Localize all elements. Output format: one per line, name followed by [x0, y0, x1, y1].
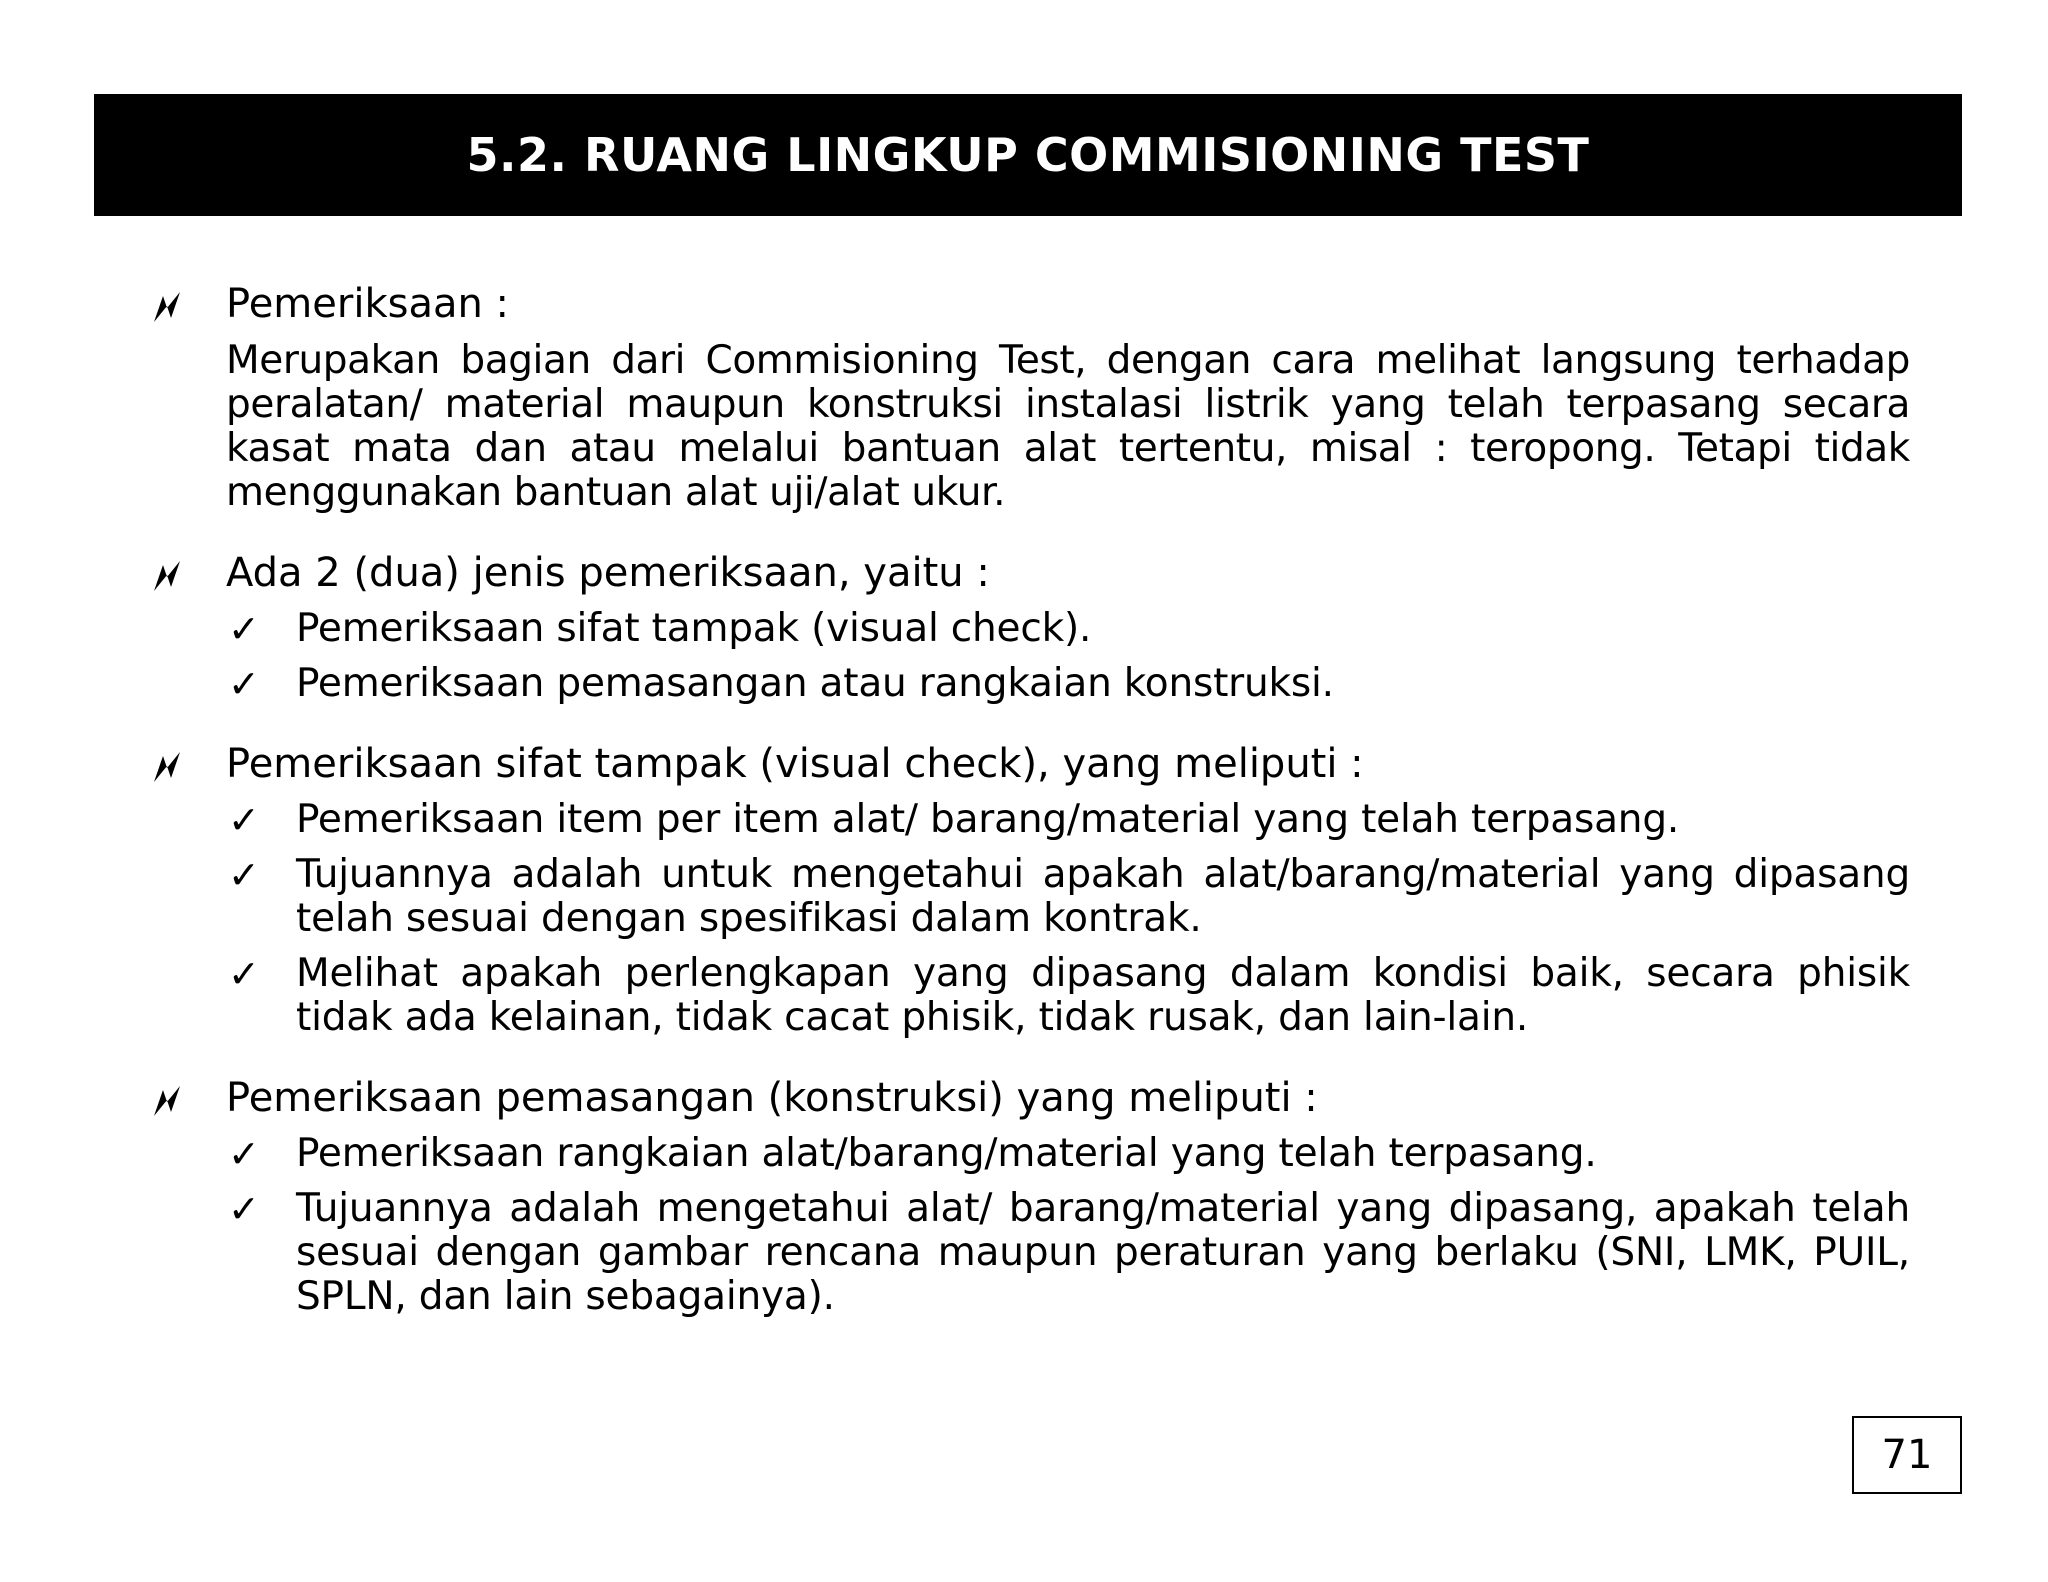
section-heading: Pemeriksaan : [226, 281, 510, 327]
checkmark-icon: ✓ [228, 853, 260, 897]
list-item [226, 607, 1910, 651]
section-heading: Ada 2 (dua) jenis pemeriksaan, yaitu : [226, 550, 990, 596]
lightning-bolt-icon [150, 290, 184, 324]
section-heading: Pemeriksaan pemasangan (konstruksi) yang meliputi : [226, 1075, 1318, 1121]
lightning-bolt-icon [150, 1084, 184, 1118]
list-item-text: Pemeriksaan sifat tampak (visual check). [296, 606, 1092, 651]
list-item [226, 1132, 1910, 1176]
section-visual-check [150, 742, 1910, 1040]
checkmark-icon: ✓ [228, 607, 260, 651]
check-list [226, 607, 1910, 706]
checkmark-icon: ✓ [228, 952, 260, 996]
title-bar [94, 94, 1962, 216]
list-item-text: Pemeriksaan pemasangan atau rangkaian konstruksi. [296, 661, 1334, 706]
section-konstruksi [150, 1076, 1910, 1319]
list-item-text: Pemeriksaan item per item alat/ barang/material yang telah terpasang. [296, 797, 1680, 842]
page-number: 71 [1852, 1416, 1962, 1494]
check-list [226, 798, 1910, 1040]
check-list [226, 1132, 1910, 1319]
checkmark-icon: ✓ [228, 1187, 260, 1231]
list-item [226, 853, 1910, 941]
list-item-text: Pemeriksaan rangkaian alat/barang/material yang telah terpasang. [296, 1131, 1597, 1176]
list-item-text: Melihat apakah perlengkapan yang dipasang dalam kondisi baik, secara phisik tidak ada kelainan, tidak cacat phisik, tidak rusak, dan lain-lain. [296, 951, 1910, 1040]
list-item-text: Tujuannya adalah mengetahui alat/ barang/material yang dipasang, apakah telah sesuai dengan gambar rencana maupun peraturan yang berlaku (SNI, LMK, PUIL, SPLN, dan lain sebagainya). [296, 1186, 1910, 1319]
checkmark-icon: ✓ [228, 662, 260, 706]
section-heading: Pemeriksaan sifat tampak (visual check), yang meliputi : [226, 741, 1364, 787]
page-title: 5.2. RUANG LINGKUP COMMISIONING TEST [466, 128, 1590, 182]
list-item [226, 662, 1910, 706]
checkmark-icon: ✓ [228, 1132, 260, 1176]
section-jenis-pemeriksaan [150, 551, 1910, 706]
lightning-bolt-icon [150, 750, 184, 784]
list-item-text: Tujuannya adalah untuk mengetahui apakah alat/barang/material yang dipasang telah sesuai dengan spesifikasi dalam kontrak. [296, 852, 1910, 941]
checkmark-icon: ✓ [228, 798, 260, 842]
section-paragraph: Merupakan bagian dari Commisioning Test, dengan cara melihat langsung terhadap peralatan/ material maupun konstruksi instalasi listrik yang telah terpasang secara kasat mata dan atau melalui bantuan alat tertentu, misal : teropong. Tetapi tidak menggunakan bantuan alat uji/alat ukur. [226, 338, 1910, 515]
section-pemeriksaan [150, 282, 1910, 515]
list-item [226, 1187, 1910, 1319]
list-item [226, 952, 1910, 1040]
list-item [226, 798, 1910, 842]
lightning-bolt-icon [150, 559, 184, 593]
content [150, 282, 1910, 1355]
